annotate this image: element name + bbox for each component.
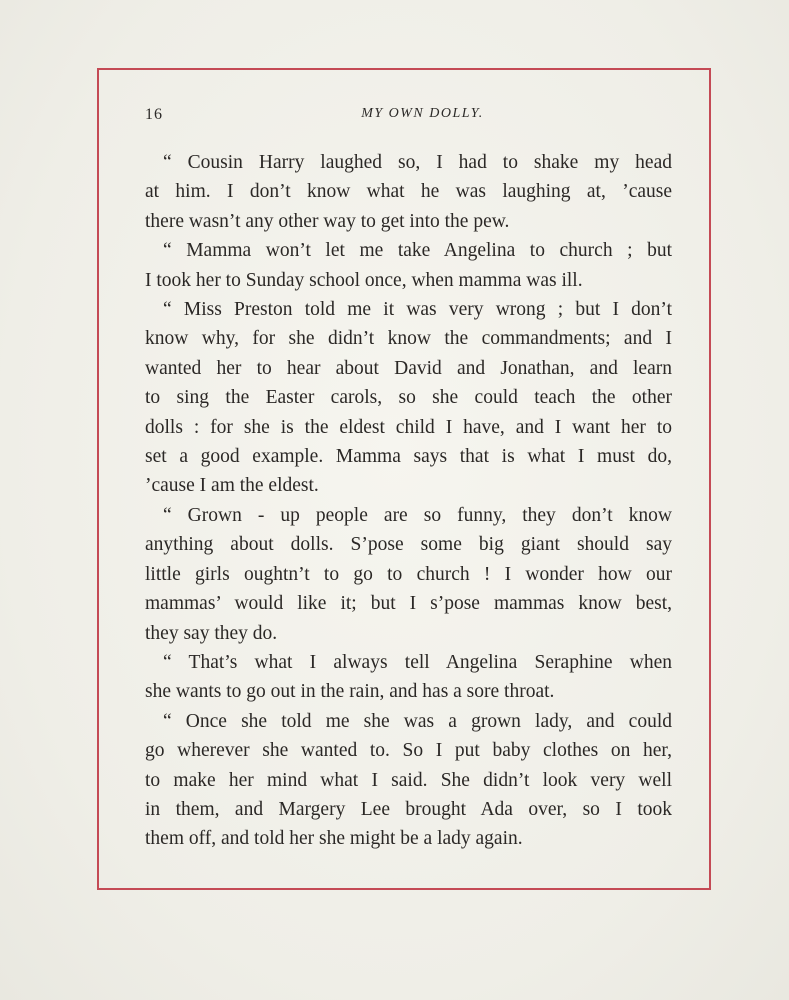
text-line: there wasn’t any other way to get into the pew.	[145, 210, 510, 232]
text-line: wanted her to hear about David and Jonathan, and learn	[145, 357, 672, 379]
text-line: them off, and told her she might be a lady again.	[145, 828, 523, 850]
text-line: they say they do.	[145, 622, 278, 644]
page-header	[145, 106, 670, 128]
text-line: anything about dolls. S’pose some big giant should say	[145, 534, 672, 556]
text-line: go wherever she wanted to. So I put baby clothes on her,	[145, 740, 672, 762]
body-text	[145, 148, 672, 854]
text-line: little girls oughtn’t to go to church ! I wonder how our	[145, 563, 672, 585]
text-line: ’cause I am the eldest.	[145, 475, 319, 497]
text-line: dolls : for she is the eldest child I have, and I want her to	[145, 416, 672, 438]
text-line: to sing the Easter carols, so she could teach the other	[145, 387, 672, 409]
text-line: mammas’ would like it; but I s’pose mammas know best,	[145, 593, 672, 615]
text-line: “ Mamma won’t let me take Angelina to church ; but	[163, 240, 672, 262]
text-line: in them, and Margery Lee brought Ada over, so I took	[145, 798, 672, 820]
text-line: she wants to go out in the rain, and has a sore throat.	[145, 681, 555, 703]
text-line: at him. I don’t know what he was laughing at, ’cause	[145, 181, 672, 203]
page-number: 16	[145, 106, 163, 123]
text-line: set a good example. Mamma says that is what I must do,	[145, 446, 672, 468]
text-line: “ That’s what I always tell Angelina Seraphine when	[163, 651, 672, 673]
text-line: “ Grown - up people are so funny, they don’t know	[163, 504, 672, 526]
text-line: “ Miss Preston told me it was very wrong ; but I don’t	[163, 299, 672, 321]
running-title: MY OWN DOLLY.	[361, 106, 484, 121]
text-line: “ Cousin Harry laughed so, I had to shake my head	[163, 152, 672, 173]
text-line: “ Once she told me she was a grown lady, and could	[163, 710, 672, 732]
text-line: know why, for she didn’t know the commandments; and I	[145, 328, 672, 350]
text-line: to make her mind what I said. She didn’t look very well	[145, 769, 672, 791]
text-line: I took her to Sunday school once, when mamma was ill.	[145, 269, 583, 291]
